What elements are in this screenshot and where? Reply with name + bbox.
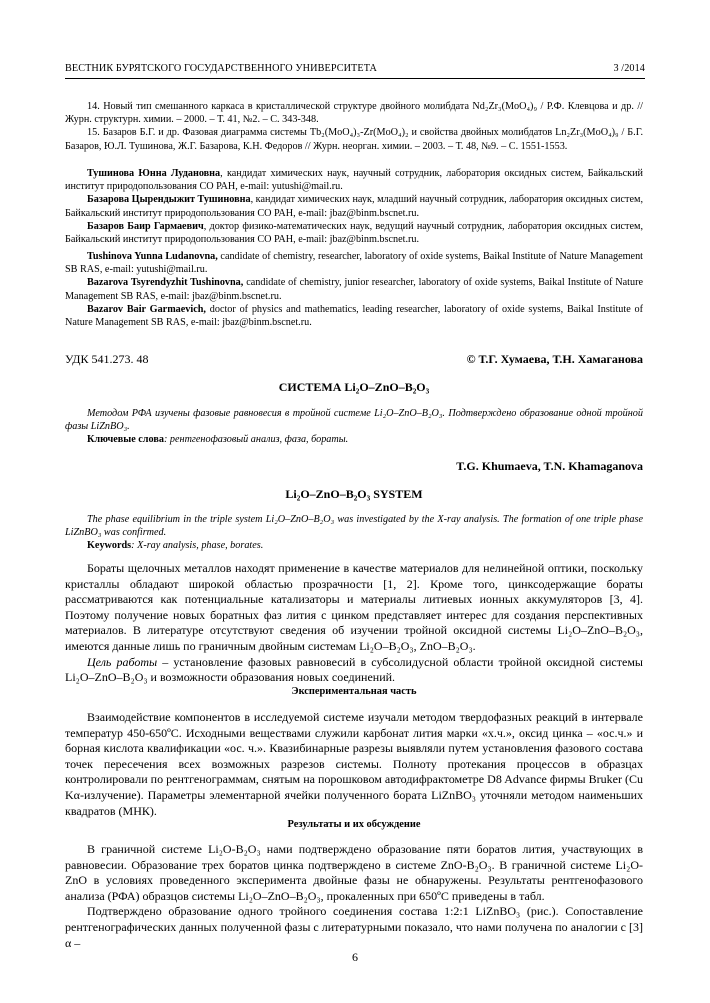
section-heading-results: Результаты и их обсуждение [287,819,421,830]
author-name: Базаров Баир Гармаевич [87,220,204,232]
page-number: 6 [352,950,358,964]
issue-number: 3 /2014 [613,63,645,74]
udk-code: УДК 541.273. 48 [65,352,149,366]
author-details: , кандидат химических наук, научный сотрудник, лаборатория оксидных систем, Байкальский институт природопользования СО РАН, e-mail: yutushi@mail.ru. [65,168,644,193]
author-entry [65,276,643,302]
authors-info-ru [65,167,643,246]
udk-row [65,352,643,367]
keywords-label: Keywords [87,540,132,551]
authors-info-en [65,250,643,329]
article-authors-en: T.G. Khumaeva, T.N. Khamaganova [456,459,643,473]
author-details: , доктор физико-математических наук, ведущий научный сотрудник, лаборатория оксидных систем, Байкальский институт природопользования СО РАН, e-mail: jbaz@binm.bscnet.ru. [65,220,644,246]
aim-label: Цель работы [87,654,158,669]
results-paragraph: Подтверждено образование одного тройного соединения состава 1:2:1 LiZnBO₃ (рис.). Сопоставление рентгенографических данных полученной фазы с литературными показало, что нами получена по аналогии с [3] α – [65,904,643,950]
aim-paragraph [65,655,643,686]
results-section [65,842,643,951]
keywords-ru [65,433,643,446]
abstract-text-ru: Методом РФА изучены фазовые равновесия в тройной системе Li₂O–ZnO–B₂O₃. Подтверждено образование одной тройной фазы LiZnBO₃. [65,408,643,432]
abstract-en [65,513,643,552]
author-details: , кандидат химических наук, младший научный сотрудник, лаборатория оксидных систем, Байкальский институт природопользования СО РАН, e-mail: jbaz@binm.bscnet.ru. [65,194,643,219]
introduction [65,561,643,686]
author-name: Базарова Цырендыжит Тушиновна [87,194,251,206]
author-entry [65,167,643,193]
section-heading-experimental: Экспериментальная часть [291,686,417,697]
reference-15: 15. Базаров Б.Г. и др. Фазовая диаграмма системы Tb₂(MoO₄)₃-Zr(MoO₄)₂ и свойства двойных молибдатов Ln₂Zr₃(MoO₄)₉ / Б.Г. Базаров, Ю.Л. Тушинова, Ж.Г. Базарова, К.Н. Федоров // Журн. неорган. химии. – 2003. – Т. 48, №9. – С. 1551-1553. [65,127,643,152]
references-list [65,100,643,153]
keywords-text: : рентгенофазовый анализ, фаза, бораты. [163,434,349,445]
author-details: candidate of chemistry, junior researcher, laboratory of oxide systems, Baikal Institute of Nature Management SB RAS, e-mail: jbaz@binm.bscnet.ru. [65,277,643,302]
author-entry [65,250,643,276]
keywords-text: : X-ray analysis, phase, borates. [131,540,264,551]
keywords-label: Ключевые слова [87,434,164,445]
keywords-en [65,539,643,552]
author-name: Тушинова Юнна Лудановна [87,168,221,179]
aim-text: – установление фазовых равновесий в субсолидусной области тройной оксидной системы Li₂O–ZnO–B₂O₃ и возможности образования новых соединений. [65,654,643,685]
author-entry [65,220,643,246]
article-title-ru: СИСТЕМА Li₂O–ZnO–B₂O₃ [278,380,430,394]
author-details: doctor of physics and mathematics, leading researcher, laboratory of oxide systems, Baikal Institute of Nature Management SB RAS, e-mail: jbaz@binm.bscnet.ru. [65,303,644,329]
experimental-paragraph: Взаимодействие компонентов в исследуемой системе изучали методом твердофазных реакций в интервале температур 450-650ºС. Исходными веществами служили карбонат лития марки «х.ч.», оксид цинка – «ос.ч.» и борная кислота квалификации «ос. ч.». Квазибинарные разрезы выявляли путем установления фазового состава точек пересечения всех возможных разрезов системы. Полноту протекания процессов в образцах контролировали по рентгенограммам, снятым на порошковом автодифрактометре D8 Advance фирмы Bruker (Cu Kα-излучение). Параметры элементарной ячейки полученного бората LiZnBO₃ уточняли методом наименьших квадратов (МНК). [65,710,643,818]
intro-paragraph: Бораты щелочных металлов находят применение в качестве материалов для нелинейной оптики, поскольку кристаллы обладают широкой областью прозрачности [1, 2]. Кроме того, цинксодержащие бораты рассматриваются как потенциальные катализаторы и материалы литиевых ионных аккумуляторов [3, 4]. Поэтому получение новых боратных фаз лития с цинком представляет интерес для создания перспективных материалов. В литературе отсутствуют сведения об изучении тройной оксидной системы Li₂O–ZnO–B₂O₃, имеются данные лишь по граничным двойным системам Li₂O–B₂O₃, ZnO–B₂O₃. [65,561,643,653]
running-header [65,63,645,74]
author-name: Bazarov Bair Garmaevich, [87,303,206,315]
journal-name: ВЕСТНИК БУРЯТСКОГО ГОСУДАРСТВЕННОГО УНИВЕРСИТЕТА [65,63,377,74]
author-details: candidate of chemistry, researcher, laboratory of oxide systems, Baikal Institute of Nature Management SB RAS, e-mail: yutushi@mail.ru. [65,251,643,276]
abstract-text-en: The phase equilibrium in the triple system Li₂O–ZnO–B₂O₃ was investigated by the X-ray analysis. The formation of one triple phase LiZnBO₃ was confirmed. [65,514,643,538]
author-name: Tushinova Yunna Ludanovna, [87,251,218,262]
results-paragraph: В граничной системе Li₂O-B₂O₃ нами подтверждено образование пяти боратов лития, участвующих в равновесии. Образование трех боратов цинка подтверждено в системе ZnO-B₂O₃. В граничной системе Li₂O-ZnO в условиях проведенного эксперимента двойные фазы не обнаружены. Результаты рентгенофазового анализа (РФА) образцов системы Li₂O–ZnO–B₂O₃, прокаленных при 650ºС приведены в табл. [65,842,643,903]
author-entry [65,193,643,219]
reference-14: 14. Новый тип смешанного каркаса в кристаллической структуре двойного молибдата Nd₂Zr₃(MoO₄)₉ / Р.Ф. Клевцова и др. // Журн. структурн. химии. – 2000. – Т. 41, №2. – С. 343-348. [65,101,643,126]
author-entry [65,303,643,329]
abstract-ru [65,407,643,446]
article-title-en: Li₂O–ZnO–B₂O₃ SYSTEM [285,487,423,501]
header-rule [65,78,645,79]
experimental-section [65,710,643,819]
article-authors-ru: © Т.Г. Хумаева, Т.Н. Хамаганова [466,352,643,366]
author-name: Bazarova Tsyrendyzhit Tushinovna, [87,277,244,289]
